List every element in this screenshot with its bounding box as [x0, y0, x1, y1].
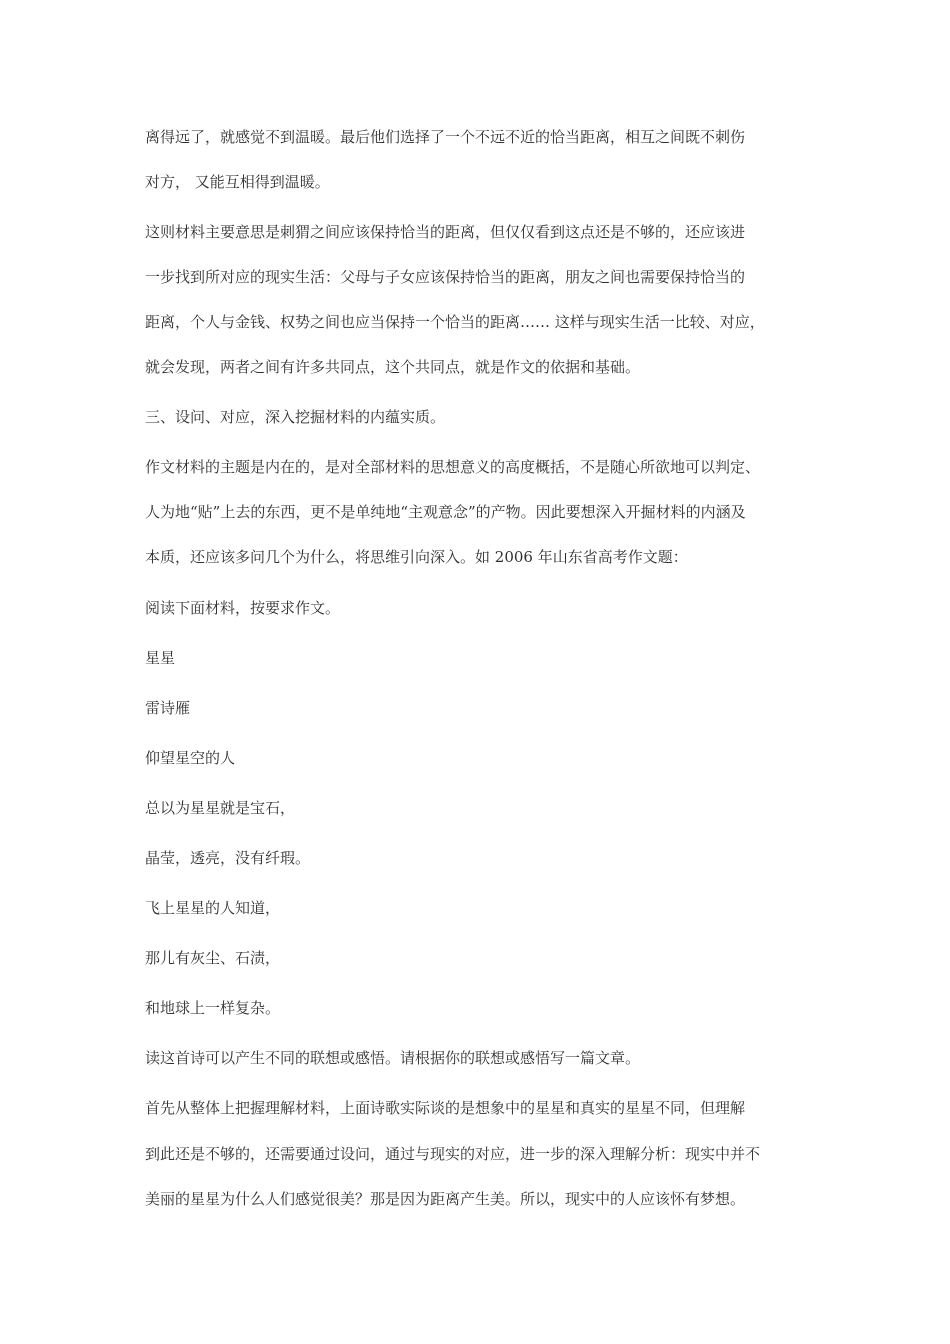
text-line-11: 阅读下面材料，按要求作文。 [145, 599, 341, 617]
poem-author: 雷诗雁 [145, 699, 191, 717]
poem-line-5: 那儿有灰尘、石渍， [145, 949, 281, 967]
section-heading: 三、设问、对应，深入挖掘材料的内蕴实质。 [145, 408, 446, 426]
text-line-2: 对方， 又能互相得到温暖。 [145, 173, 330, 191]
poem-line-6: 和地球上一样复杂。 [145, 999, 281, 1017]
poem-title: 星星 [145, 649, 176, 667]
text-line-22: 到此还是不够的，还需要通过设问，通过与现实的对应，进一步的深入理解分析：现实中并不 [145, 1145, 761, 1163]
text-line-8: 作文材料的主题是内在的，是对全部材料的思想意义的高度概括，不是随心所欲地可以判定、 [145, 458, 761, 476]
poem-line-3: 晶莹，透亮，没有纤瑕。 [145, 849, 311, 867]
text-line-4: 一步找到所对应的现实生活：父母与子女应该保持恰当的距离，朋友之间也需要保持恰当的 [145, 268, 746, 286]
text-line-21: 首先从整体上把握理解材料，上面诗歌实际谈的是想象中的星星和真实的星星不同，但理解 [145, 1099, 746, 1117]
text-line-6: 就会发现，两者之间有许多共同点，这个共同点，就是作文的依据和基础。 [145, 358, 641, 376]
text-line-5: 距离，个人与金钱、权势之间也应当保持一个恰当的距离…… 这样与现实生活一比较、对应， [145, 313, 765, 331]
text-line-23: 美丽的星星为什么人们感觉很美？那是因为距离产生美。所以，现实中的人应该怀有梦想。 [145, 1190, 746, 1208]
poem-line-1: 仰望星空的人 [145, 749, 236, 767]
poem-line-4: 飞上星星的人知道， [145, 899, 281, 917]
text-line-3: 这则材料主要意思是刺猬之间应该保持恰当的距离，但仅仅看到这点还是不够的，还应该进 [145, 223, 746, 241]
text-line-9: 人为地“贴”上去的东西，更不是单纯地“主观意念”的产物。因此要想深入开掘材料的内涵及 [145, 503, 746, 521]
text-line-10: 本质，还应该多问几个为什么，将思维引向深入。如 2006 年山东省高考作文题： [145, 548, 688, 566]
poem-line-2: 总以为星星就是宝石， [145, 799, 296, 817]
text-line-20: 读这首诗可以产生不同的联想或感悟。请根据你的联想或感悟写一篇文章。 [145, 1049, 641, 1067]
text-line-1: 离得远了，就感觉不到温暖。最后他们选择了一个不远不近的恰当距离，相互之间既不刺伤 [145, 128, 746, 146]
